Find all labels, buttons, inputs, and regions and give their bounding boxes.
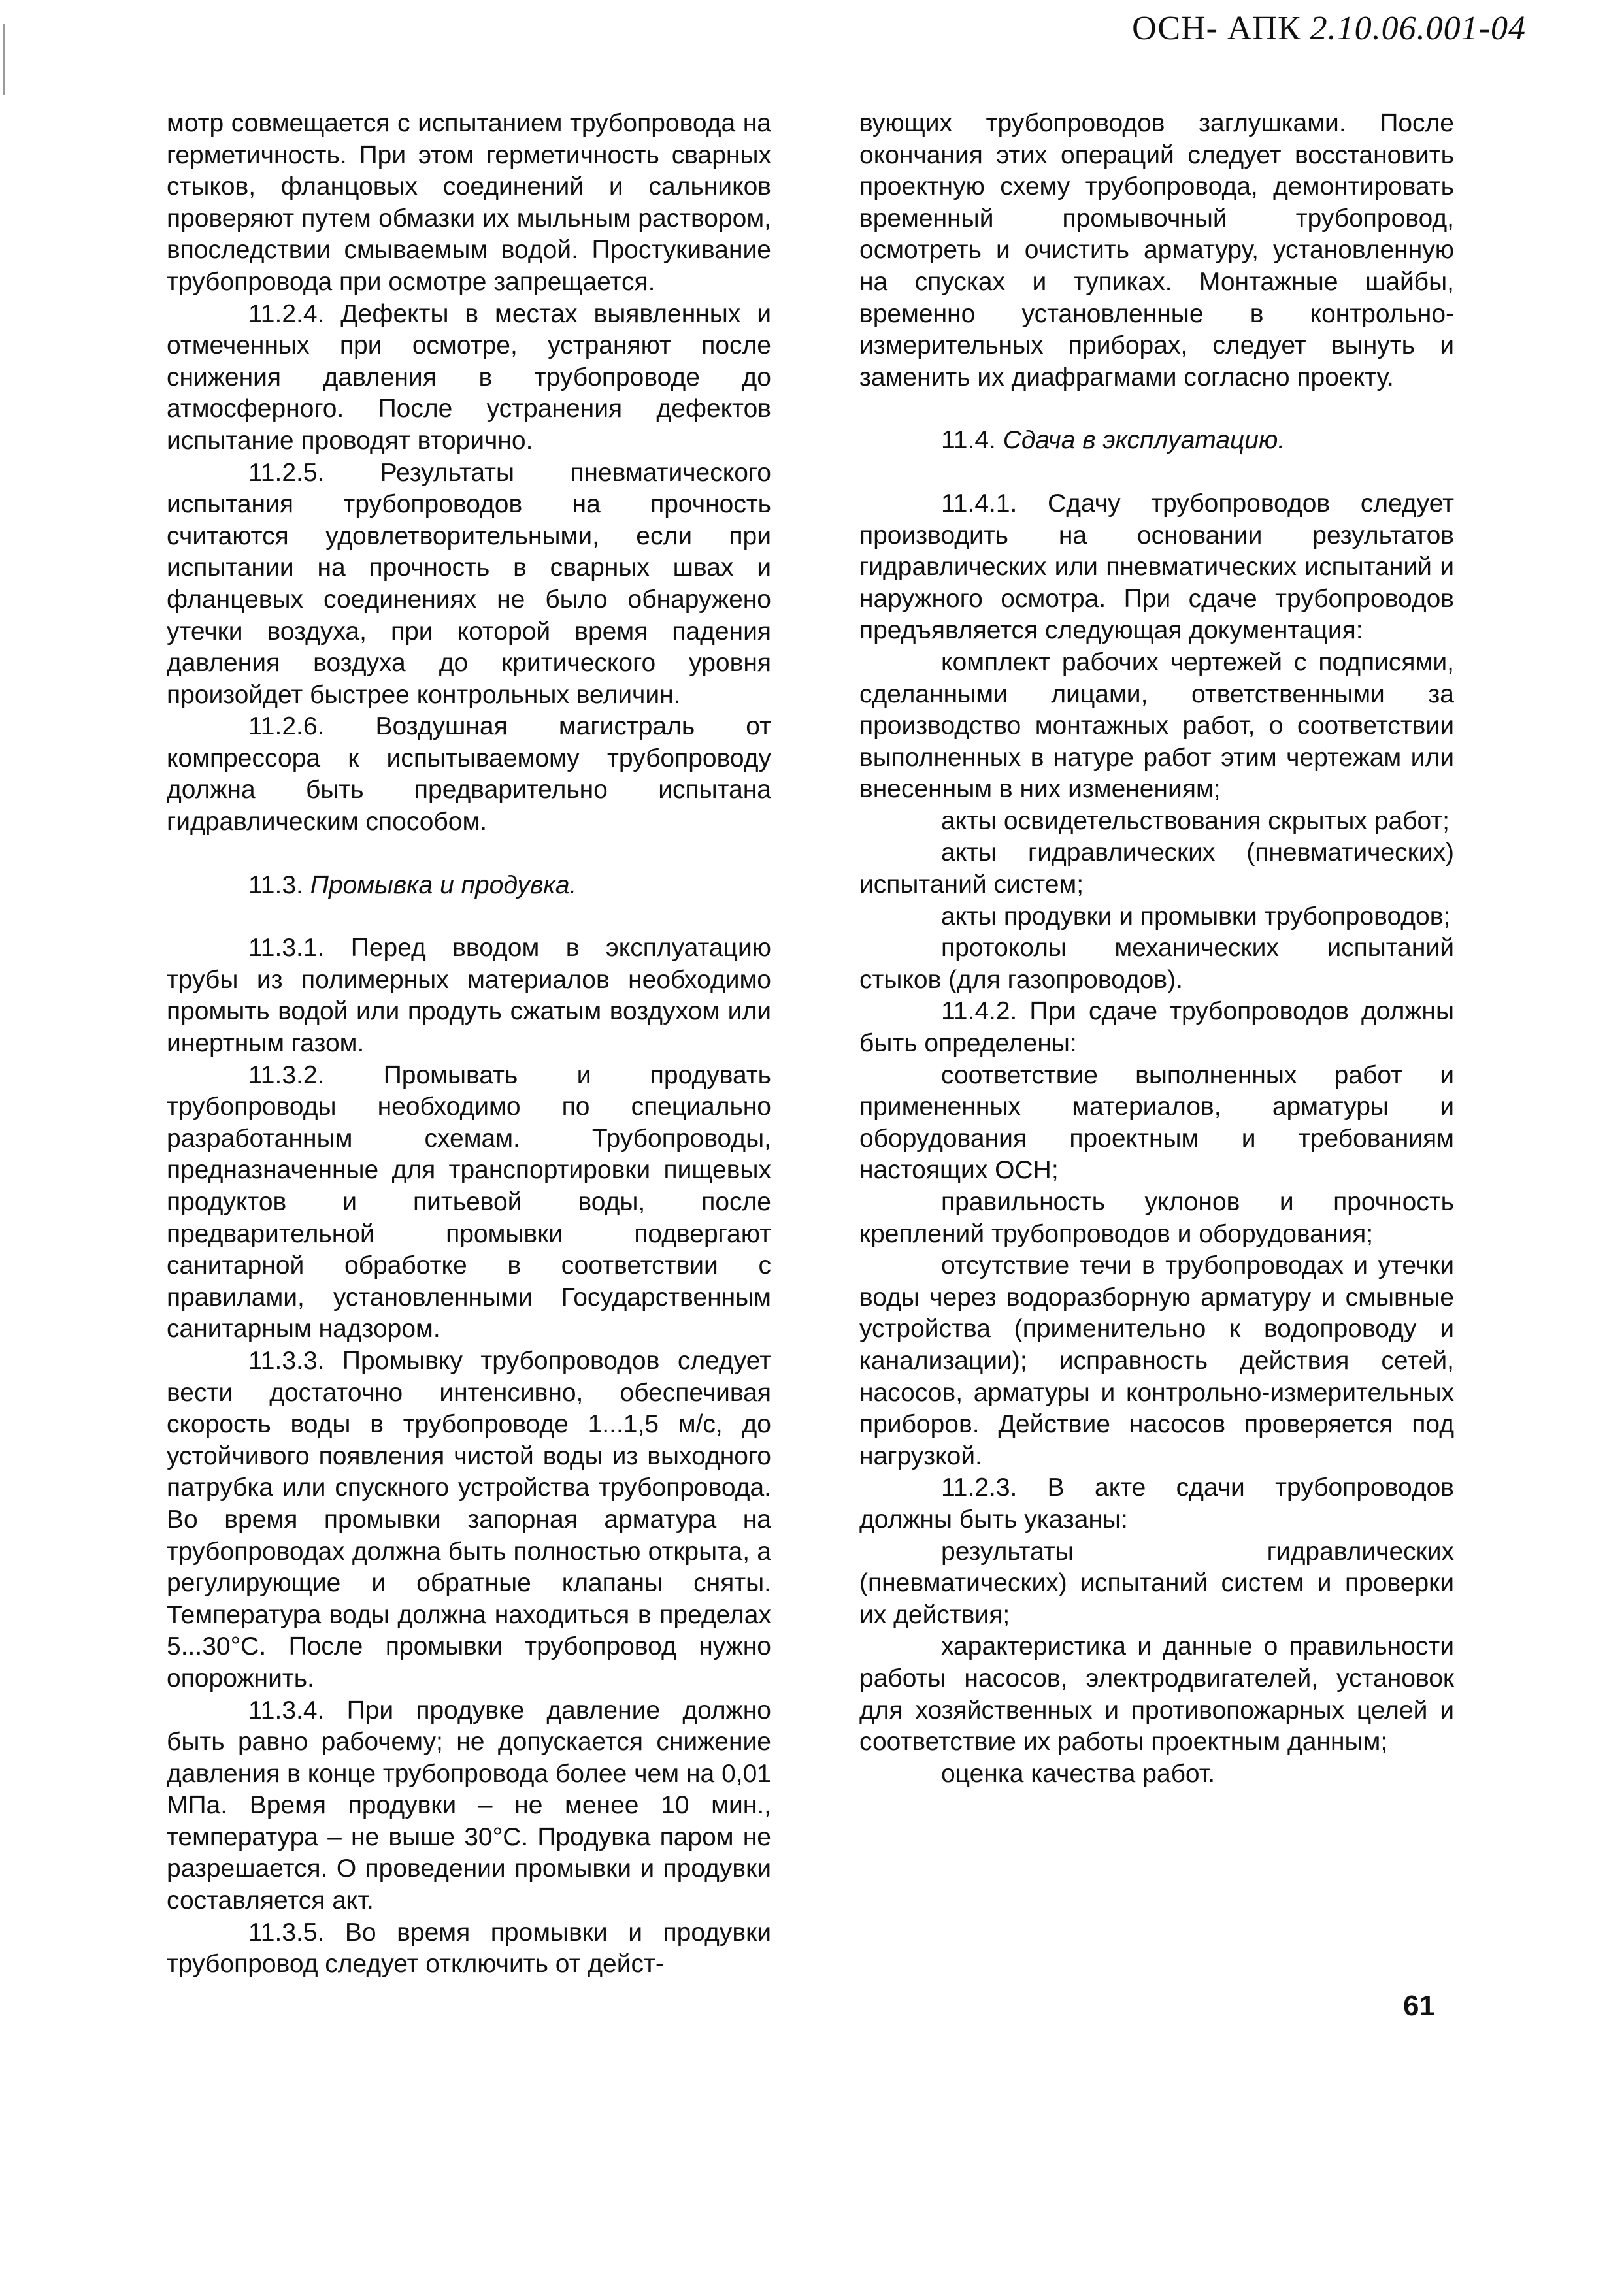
paragraph-11-2-4: 11.2.4. Дефекты в местах выявленных и отмеченных при осмотре, устраняют после снижения давления в трубопроводе до атмосферного. После устранения дефектов испытание проводят вторично. [167, 299, 771, 455]
paragraph-11-4-1: 11.4.1. Сдачу трубопроводов следует производить на основании результатов гидравлических или пневматических испытаний и наружного осмотра. При сдаче трубопроводов предъявляется следующая документация: [859, 489, 1454, 645]
left-column [167, 108, 771, 1981]
list-item: отсутствие течи в трубопроводах и утечки воды через водоразборную арматуру и смывные устройства (применительно к водопроводу и канализации); исправность действия сетей, насосов, арматуры и контрольно-измерительных приборов. Действие насосов проверяется под нагрузкой. [859, 1251, 1454, 1470]
list-item: соответствие выполненных работ и примененных материалов, арматуры и оборудования проектным и требованиям настоящих ОСН; [859, 1061, 1454, 1185]
paragraph-11-2-5: 11.2.5. Результаты пневматического испытания трубопроводов на прочность считаются удовлетворительными, если при испытании на прочность в сварных швах и фланцевых соединениях не было обнаружено утечки воздуха, при которой время падения давления воздуха до критического уровня произойдет быстрее контрольных величин. [167, 458, 771, 709]
spacer [167, 901, 771, 932]
paragraph-11-3-4: 11.3.4. При продувке давление должно быть равно рабочему; не допускается снижение давления в конце трубопровода более чем на 0,01 МПа. Время продувки – не менее 10 мин., температура – не выше 30°С. Продувка паром не разрешается. О проведении промывки и продувки составляется акт. [167, 1696, 771, 1915]
paragraph-11-3-5: 11.3.5. Во время промывки и продувки трубопровод следует отключить от дейст- [167, 1918, 771, 1979]
spacer [167, 838, 771, 870]
paragraph-11-3-2: 11.3.2. Промывать и продувать трубопроводы необходимо по специально разработанным схемам. Трубопроводы, предназначенные для транспортировки пищевых продуктов и питьевой воды, после предварительной промывки подвергают санитарной обработке в соответствии с правилами, установленными Государственным санитарным надзором. [167, 1061, 771, 1344]
document-header [1132, 9, 1526, 48]
list-item: характеристика и данные о правильности работы насосов, электродвигателей, установок для хозяйственных и противопожарных целей и соответствие их работы проектным данным; [859, 1632, 1454, 1757]
section-number: 11.3. [248, 870, 303, 899]
paragraph-11-4-2: 11.4.2. При сдаче трубопроводов должны быть определены: [859, 997, 1454, 1058]
header-code: 2.10.06.001-04 [1310, 10, 1526, 47]
list-item: акты гидравлических (пневматических) испытаний систем; [859, 838, 1454, 899]
list-item: оценка качества работ. [941, 1759, 1216, 1788]
paragraph-11-3-3: 11.3.3. Промывку трубопроводов следует вести достаточно интенсивно, обеспечивая скорость воды в трубопроводе 1...1,5 м/с, до устойчивого появления чистой воды из выходного патрубка или спускного устройства трубопровода. Во время промывки запорная арматура на трубопроводах должна быть полностью открыта, а регулирующие и обратные клапаны сняты. Температура воды должна находиться в пределах 5...30°С. После промывки трубопровод нужно опорожнить. [167, 1346, 771, 1692]
section-title: Промывка и продувка. [310, 870, 577, 899]
scan-edge-mark [3, 24, 5, 95]
list-item: правильность уклонов и прочность креплений трубопроводов и оборудования; [859, 1188, 1454, 1248]
list-item: комплект рабочих чертежей с подписями, сделанными лицами, ответственными за производство монтажных работ, о соответствии выполненных в натуре работ этим чертежам или внесенным в них изменениям; [859, 648, 1454, 804]
list-item: протоколы механических испытаний стыков (для газопроводов). [859, 934, 1454, 994]
paragraph-11-3-1: 11.3.1. Перед вводом в эксплуатацию трубы из полимерных материалов необходимо промыть водой или продуть сжатым воздухом или инертным газом. [167, 934, 771, 1058]
paragraph-continuation: вующих трубопроводов заглушками. После окончания этих операций следует восстановить проектную схему трубопровода, демонтировать временный промывочный трубопровод, осмотреть и очистить арматуру, установленную на спусках и тупиках. Монтажные шайбы, временно установленные в контрольно-измерительных приборах, следует вынуть и заменить их диафрагмами согласно проекту. [859, 109, 1454, 391]
list-item: результаты гидравлических (пневматических) испытаний систем и проверки их действия; [859, 1537, 1454, 1629]
paragraph-11-2-3: 11.2.3. В акте сдачи трубопроводов должны быть указаны: [859, 1474, 1454, 1534]
page-number: 61 [1403, 1990, 1435, 2022]
section-heading-11-3 [167, 870, 771, 902]
section-heading-11-4 [859, 425, 1454, 457]
section-title: Сдача в эксплуатацию. [1003, 426, 1285, 455]
right-column [859, 108, 1454, 1790]
spacer [859, 457, 1454, 488]
paragraph-11-2-6: 11.2.6. Воздушная магистраль от компрессора к испытываемому трубопроводу должна быть предварительно испытана гидравлическим способом. [167, 712, 771, 836]
paragraph-continuation: мотр совмещается с испытанием трубопровода на герметичность. При этом герметичность сварных стыков, фланцовых соединений и сальников проверяют путем обмазки их мыльным раствором, впоследствии смываемым водой. Простукивание трубопровода при осмотре запрещается. [167, 109, 771, 296]
header-prefix: ОСН- АПК [1132, 10, 1301, 47]
section-number: 11.4. [941, 426, 996, 455]
list-item: акты освидетельствования скрытых работ; [941, 806, 1450, 835]
spacer [859, 393, 1454, 425]
list-item: акты продувки и промывки трубопроводов; [941, 902, 1451, 931]
